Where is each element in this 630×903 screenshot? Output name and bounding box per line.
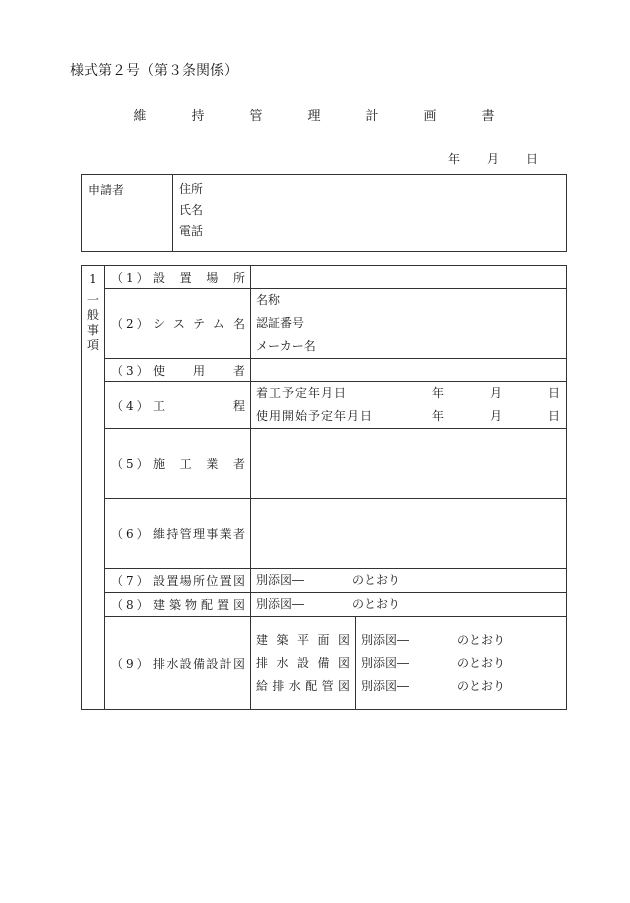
date-month-label: 月 bbox=[487, 152, 500, 166]
site-location-map-field[interactable]: 別添図― のとおり bbox=[251, 569, 567, 593]
drainage-equipment-label: 排水設備図 bbox=[256, 655, 350, 670]
installation-site-field[interactable] bbox=[251, 266, 567, 289]
row-label-building-layout: （8）建築物配置図 bbox=[105, 593, 251, 617]
form-number: 様式第２号（第３条関係） bbox=[70, 63, 238, 79]
row-label-contractor: （5）施工業者 bbox=[105, 429, 251, 499]
floor-plan-label: 建築平面図 bbox=[256, 632, 350, 647]
date-year-label: 年 bbox=[448, 152, 461, 166]
section-char: 一 bbox=[86, 293, 99, 307]
section-number: 1 bbox=[89, 272, 97, 286]
row-label-schedule: （4）工程 bbox=[105, 382, 251, 429]
general-items-table bbox=[81, 265, 567, 710]
applicant-name-label: 氏名 bbox=[179, 203, 204, 217]
building-layout-field[interactable]: 別添図― のとおり bbox=[251, 593, 567, 617]
section-char: 事 bbox=[86, 323, 99, 337]
document-title: 維 持 管 理 計 画 書 bbox=[133, 109, 511, 124]
row-label-maintenance-company: （6）維持管理事業者 bbox=[105, 499, 251, 569]
applicant-label: 申請者 bbox=[82, 175, 173, 252]
applicant-address-label: 住所 bbox=[179, 182, 204, 196]
row-label-user: （3）使用者 bbox=[105, 359, 251, 382]
general-section-heading bbox=[82, 266, 105, 710]
row-label-site-location-map: （7）設置場所位置図 bbox=[105, 569, 251, 593]
system-product-name-label: 名称 bbox=[256, 293, 281, 307]
contractor-field[interactable] bbox=[251, 429, 567, 499]
manufacturer-name-label: メーカー名 bbox=[256, 339, 316, 353]
applicant-phone-label: 電話 bbox=[179, 224, 204, 238]
construction-start-date-row: 着工予定年月日 年 月 日 bbox=[256, 386, 560, 400]
applicant-table bbox=[81, 174, 567, 252]
drainage-drawing-types bbox=[251, 617, 356, 710]
drainage-drawing-refs[interactable]: 別添図― のとおり 別添図― のとおり 別添図― のとおり bbox=[356, 617, 567, 710]
system-name-field[interactable] bbox=[251, 289, 567, 359]
section-char: 項 bbox=[86, 338, 99, 352]
row-label-system-name: （2）システム名 bbox=[105, 289, 251, 359]
schedule-field[interactable] bbox=[251, 382, 567, 429]
maintenance-company-field[interactable] bbox=[251, 499, 567, 569]
certification-number-label: 認証番号 bbox=[256, 316, 305, 330]
use-start-date-row: 使用開始予定年月日 年 月 日 bbox=[256, 409, 560, 423]
date-day-label: 日 bbox=[526, 152, 539, 166]
plumbing-piping-label: 給排水配管図 bbox=[256, 678, 350, 693]
row-label-installation-site: （1）設置場所 bbox=[105, 266, 251, 289]
row-label-drainage-design: （9）排水設備設計図 bbox=[105, 617, 251, 710]
applicant-fields[interactable] bbox=[173, 175, 567, 252]
section-char: 般 bbox=[86, 308, 99, 322]
user-field[interactable] bbox=[251, 359, 567, 382]
